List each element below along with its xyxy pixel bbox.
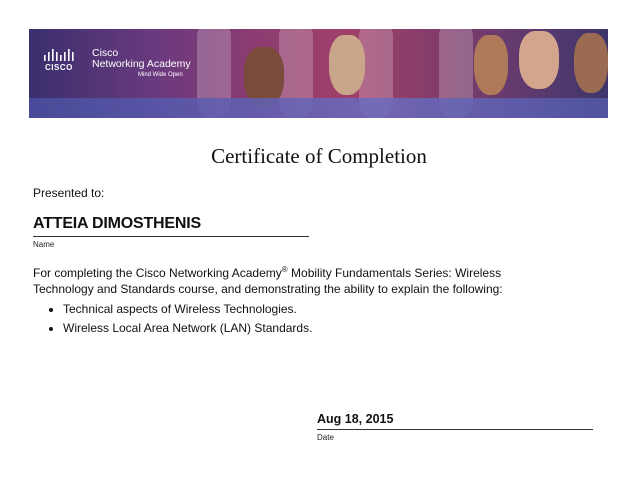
cisco-bars-icon: [43, 49, 77, 61]
banner-photo-person: [474, 35, 508, 95]
certificate-title: Certificate of Completion: [211, 144, 427, 168]
academy-logo-text: [92, 48, 191, 80]
bullet-icon: [49, 308, 53, 312]
bullet-icon: [49, 327, 53, 331]
date-underline: [317, 429, 593, 430]
academy-line-1: Cisco: [92, 47, 119, 59]
banner-photo-person: [329, 35, 365, 95]
registered-mark: ®: [281, 265, 288, 274]
academy-line-2: Networking Academy: [92, 58, 191, 70]
list-item: [45, 320, 312, 339]
date-field-label: Date: [317, 433, 334, 442]
presented-label: Presented to:: [33, 186, 105, 200]
completion-description: [33, 265, 553, 297]
list-item-text: Wireless Local Area Network (LAN) Standards.: [63, 321, 313, 335]
name-field-label: Name: [33, 240, 55, 249]
list-item-text: Technical aspects of Wireless Technologies.: [63, 302, 297, 316]
completion-date: Aug 18, 2015: [317, 412, 394, 426]
cisco-wordmark: CISCO: [45, 63, 73, 72]
description-part-2: Mobility Fundamentals Series: Wireless Technology and Standards course, and demonstrating the ability to explain the following:: [33, 266, 503, 296]
recipient-name: ATTEIA DIMOSTHENIS: [33, 215, 201, 232]
banner-photo-person: [519, 31, 559, 89]
header-banner: [29, 29, 608, 118]
skills-list: [45, 301, 312, 339]
academy-tagline: Mind Wide Open: [138, 72, 183, 78]
banner-photo-person: [574, 33, 608, 93]
description-part-1: For completing the Cisco Networking Academy: [33, 266, 282, 280]
list-item: [45, 301, 312, 320]
name-underline: [33, 236, 309, 237]
banner-strip: [29, 98, 608, 118]
